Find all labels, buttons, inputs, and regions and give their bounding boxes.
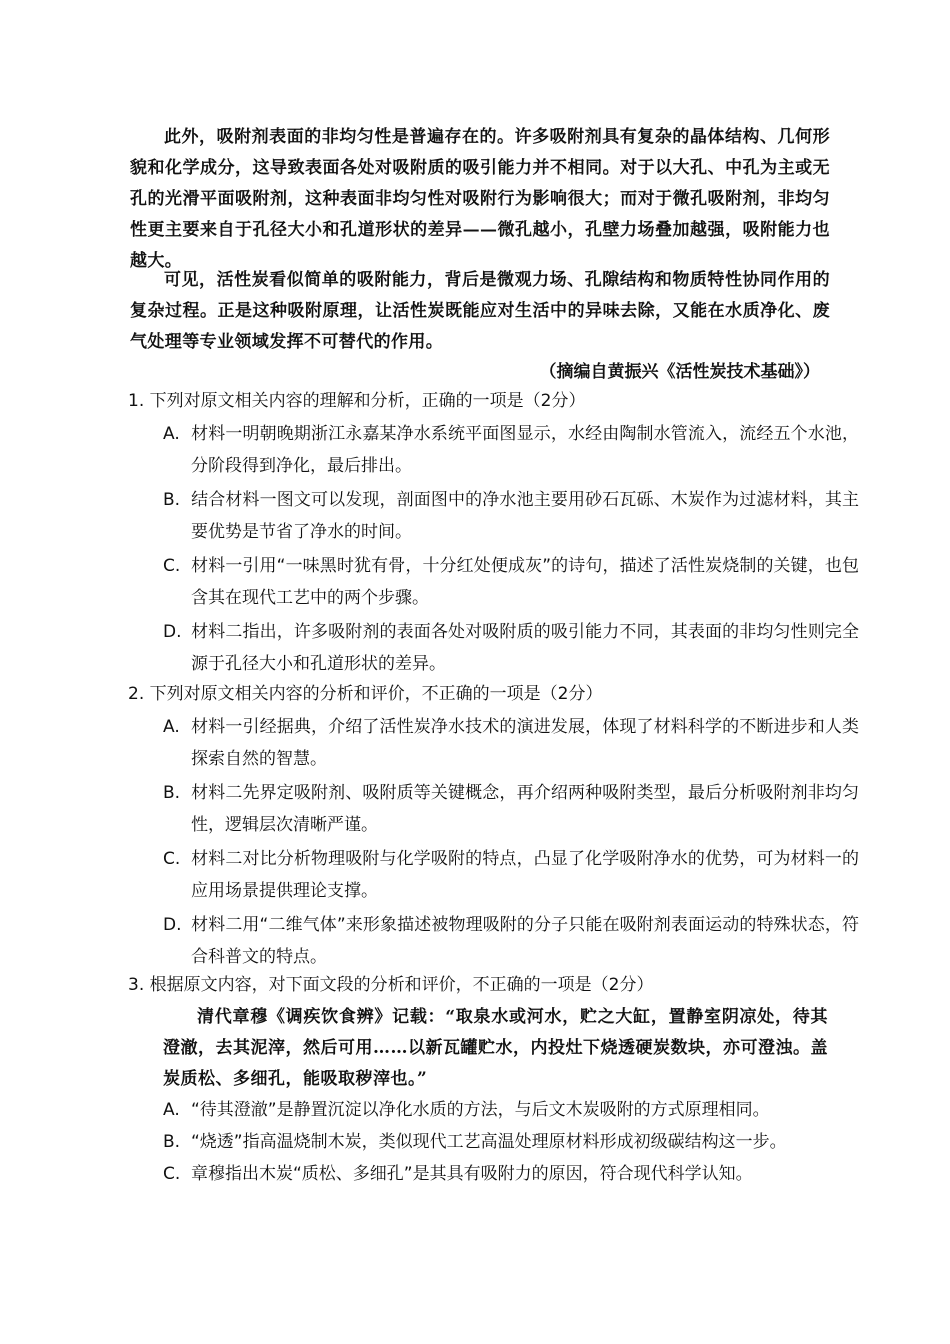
question-3-option-c[interactable]: C. 章穆指出木炭“质松、多细孔”是其具有吸附力的原因，符合现代科学认知。 bbox=[163, 1164, 753, 1184]
question-1-stem: 1. 下列对原文相关内容的理解和分析，正确的一项是（2分） bbox=[128, 391, 586, 411]
question-3-quote: 清代章穆《调疾饮食辨》记载：“取泉水或河水，贮之大缸，置静室阴凉处，待其澄澈，去其泥滓，然后可用……以新瓦罐贮水，内投灶下烧透硬炭数块，亦可澄浊。盖炭质松、多细孔，能吸取秽滓也。” bbox=[163, 1007, 828, 1089]
question-2-option-b[interactable]: B. 材料二先界定吸附剂、吸附质等关键概念，再介绍两种吸附类型，最后分析吸附剂非均匀性，逻辑层次清晰严谨。 bbox=[163, 783, 859, 835]
question-1-option-c[interactable]: C. 材料一引用“一味黑时犹有骨，十分红处便成灰”的诗句，描述了活性炭烧制的关键，也包含其在现代工艺中的两个步骤。 bbox=[163, 556, 859, 608]
question-2-option-d[interactable]: D. 材料二用“二维气体”来形象描述被物理吸附的分子只能在吸附剂表面运动的特殊状态，符合科普文的特点。 bbox=[163, 915, 859, 967]
question-2-option-c[interactable]: C. 材料二对比分析物理吸附与化学吸附的特点，凸显了化学吸附净水的优势，可为材料一的应用场景提供理论支撑。 bbox=[163, 849, 859, 901]
passage-source: （摘编自黄振兴《活性炭技术基础》） bbox=[539, 362, 820, 382]
question-2-option-a[interactable]: A. 材料一引经据典，介绍了活性炭净水技术的演进发展，体现了材料科学的不断进步和人类探索自然的智慧。 bbox=[163, 717, 859, 769]
question-2-stem: 2. 下列对原文相关内容的分析和评价，不正确的一项是（2分） bbox=[128, 684, 603, 704]
question-1-option-d[interactable]: D. 材料二指出，许多吸附剂的表面各处对吸附质的吸引能力不同，其表面的非均匀性则完全源于孔径大小和孔道形状的差异。 bbox=[163, 622, 859, 674]
passage-paragraph-1: 此外，吸附剂表面的非均匀性是普遍存在的。许多吸附剂具有复杂的晶体结构、几何形貌和化学成分，这导致表面各处对吸附质的吸引能力并不相同。对于以大孔、中孔为主或无孔的光滑平面吸附剂，这种表面非均匀性对吸附行为影响很大；而对于微孔吸附剂，非均匀性更主要来自于孔径大小和孔道形状的差异——微孔越小，孔壁力场叠加越强，吸附能力也越大。 bbox=[130, 127, 830, 271]
passage-paragraph-2: 可见，活性炭看似简单的吸附能力，背后是微观力场、孔隙结构和物质特性协同作用的复杂过程。正是这种吸附原理，让活性炭既能应对生活中的异味去除，又能在水质净化、废气处理等专业领域发挥不可替代的作用。 bbox=[130, 270, 830, 352]
question-1-option-a[interactable]: A. 材料一明朝晚期浙江永嘉某净水系统平面图显示，水经由陶制水管流入，流经五个水池，分阶段得到净化，最后排出。 bbox=[163, 424, 859, 476]
question-3-option-a[interactable]: A. “待其澄澈”是静置沉淀以净化水质的方法，与后文木炭吸附的方式原理相同。 bbox=[163, 1100, 770, 1120]
question-3-stem: 3. 根据原文内容，对下面文段的分析和评价，不正确的一项是（2分） bbox=[128, 975, 654, 995]
question-1-option-b[interactable]: B. 结合材料一图文可以发现，剖面图中的净水池主要用砂石瓦砾、木炭作为过滤材料，其主要优势是节省了净水的时间。 bbox=[163, 490, 859, 542]
question-3-option-b[interactable]: B. “烧透”指高温烧制木炭，类似现代工艺高温处理原材料形成初级碳结构这一步。 bbox=[163, 1132, 787, 1152]
